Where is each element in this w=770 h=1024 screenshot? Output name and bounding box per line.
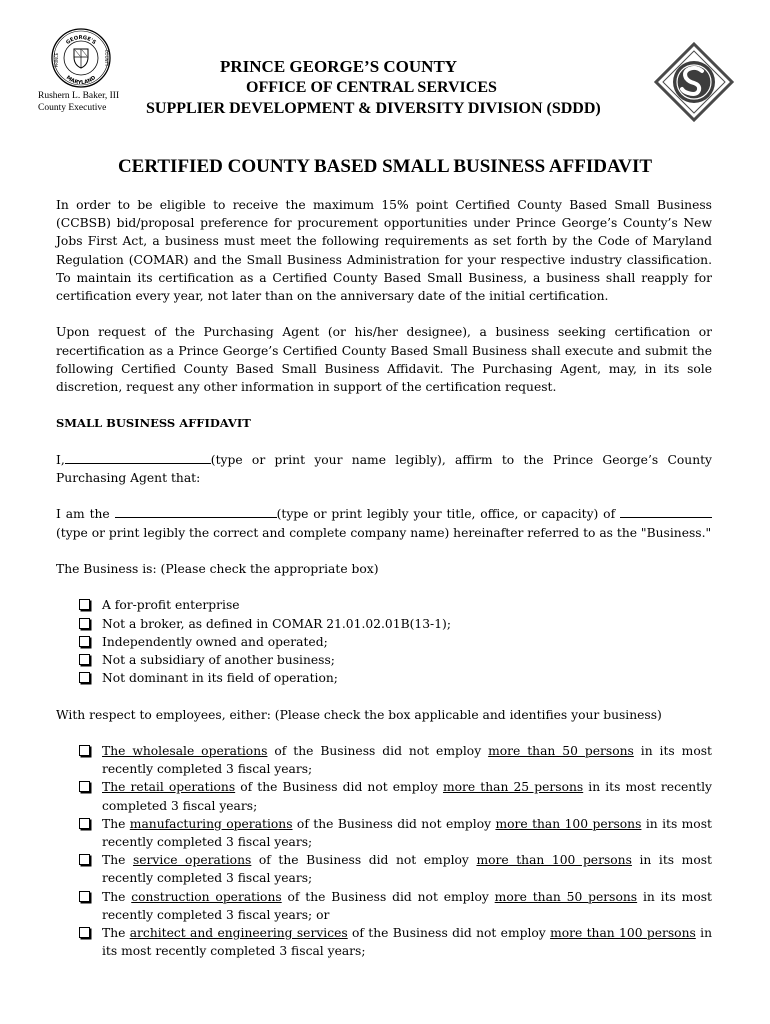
company-blank-field[interactable]: [620, 505, 712, 518]
list-item: The wholesale operations of the Business did not employ more than 50 persons in its most recently completed 3 fiscal years;: [79, 742, 712, 778]
document-body: [56, 196, 712, 979]
name-suffix: (type or print your name legibly), affirm to the Prince George’s County Purchasing Agent that:: [56, 452, 712, 485]
svg-text:GEORGE'S: [65, 35, 97, 46]
affidavit-subheading: SMALL BUSINESS AFFIDAVIT: [56, 416, 251, 431]
county-executive-block: [38, 90, 119, 114]
name-blank-field[interactable]: [65, 451, 211, 464]
checkbox[interactable]: [79, 599, 90, 610]
list-item: The construction operations of the Business did not employ more than 50 persons in its most recently completed 3 fiscal years; or: [79, 888, 712, 924]
business-is-prompt: The Business is: (Please check the appropriate box): [56, 561, 379, 576]
employees-prompt: With respect to employees, either: (Please check the box applicable and identifies your business): [56, 707, 662, 722]
checkbox[interactable]: [79, 927, 90, 938]
checkbox[interactable]: [79, 745, 90, 756]
list-item: Independently owned and operated;: [79, 633, 712, 651]
executive-name: Rushern L. Baker, III: [38, 91, 120, 101]
checkbox[interactable]: [79, 854, 90, 865]
checkbox[interactable]: [79, 781, 90, 792]
employee-checklist: [56, 742, 712, 960]
checkbox[interactable]: [79, 636, 90, 647]
list-item: Not a broker, as defined in COMAR 21.01.02.01B(13-1);: [79, 615, 712, 633]
checkbox[interactable]: [79, 818, 90, 829]
name-affirmation: [56, 451, 712, 487]
list-item: Not dominant in its field of operation;: [79, 669, 712, 687]
seal-bottom-text: MARYLAND: [64, 74, 98, 87]
list-item: The service operations of the Business did not employ more than 100 persons in its most recently completed 3 fiscal years;: [79, 851, 712, 887]
seal-right-text: COUNTY: [104, 49, 109, 67]
title-suffix: (type or print legibly the correct and complete company name) hereinafter referred to as the "Business.": [56, 525, 712, 540]
checkbox[interactable]: [79, 654, 90, 665]
sddd-logo-icon: [654, 42, 734, 122]
list-item: Not a subsidiary of another business;: [79, 651, 712, 669]
name-prefix: I,: [56, 452, 65, 467]
executive-title: County Executive: [38, 103, 107, 113]
county-seal-icon: [50, 27, 112, 89]
office-name-heading: OFFICE OF CENTRAL SERVICES: [246, 79, 497, 96]
title-affirmation: [56, 505, 712, 541]
business-checklist: [56, 596, 712, 687]
title-mid: (type or print legibly your title, office, or capacity) of: [276, 507, 620, 522]
intro-paragraph: In order to be eligible to receive the maximum 15% point Certified County Based Small Business (CCBSB) bid/proposal preference for procurement opportunities under Prince George’s County’s New Jobs First Act, a business must meet the following requirements as set forth by the Code of Maryland Regulation (COMAR) and the Small Business Administration for your respective industry classification. To maintain its certification as a Certified County Based Small Business, a business shall reapply for certification every year, not later than on the anniversary date of the initial certification.: [56, 198, 712, 304]
list-item: A for-profit enterprise: [79, 596, 712, 614]
county-name-heading: PRINCE GEORGE’S COUNTY: [220, 57, 458, 76]
checkbox[interactable]: [79, 891, 90, 902]
list-item: The manufacturing operations of the Business did not employ more than 100 persons in its most recently completed 3 fiscal years;: [79, 815, 712, 851]
seal-left-text: PRINCE: [54, 52, 59, 68]
division-name-heading: SUPPLIER DEVELOPMENT & DIVERSITY DIVISION (SDDD): [146, 100, 601, 117]
title-prefix: I am the: [56, 507, 115, 522]
title-blank-field[interactable]: [115, 505, 277, 518]
request-paragraph: Upon request of the Purchasing Agent (or his/her designee), a business seeking certification or recertification as a Prince George’s Certified County Based Small Business shall execute and submit the following Certified County Based Small Business Affidavit. The Purchasing Agent, may, in its sole discretion, request any other information in support of the certification request.: [56, 325, 712, 395]
list-item: The architect and engineering services of the Business did not employ more than 100 persons in its most recently completed 3 fiscal years;: [79, 924, 712, 960]
checkbox[interactable]: [79, 672, 90, 683]
document-title: CERTIFIED COUNTY BASED SMALL BUSINESS AFFIDAVIT: [117, 156, 653, 177]
seal-top-text: GEORGE'S: [65, 34, 97, 46]
list-item: The retail operations of the Business did not employ more than 25 persons in its most recently completed 3 fiscal years;: [79, 778, 712, 814]
checkbox[interactable]: [79, 618, 90, 629]
